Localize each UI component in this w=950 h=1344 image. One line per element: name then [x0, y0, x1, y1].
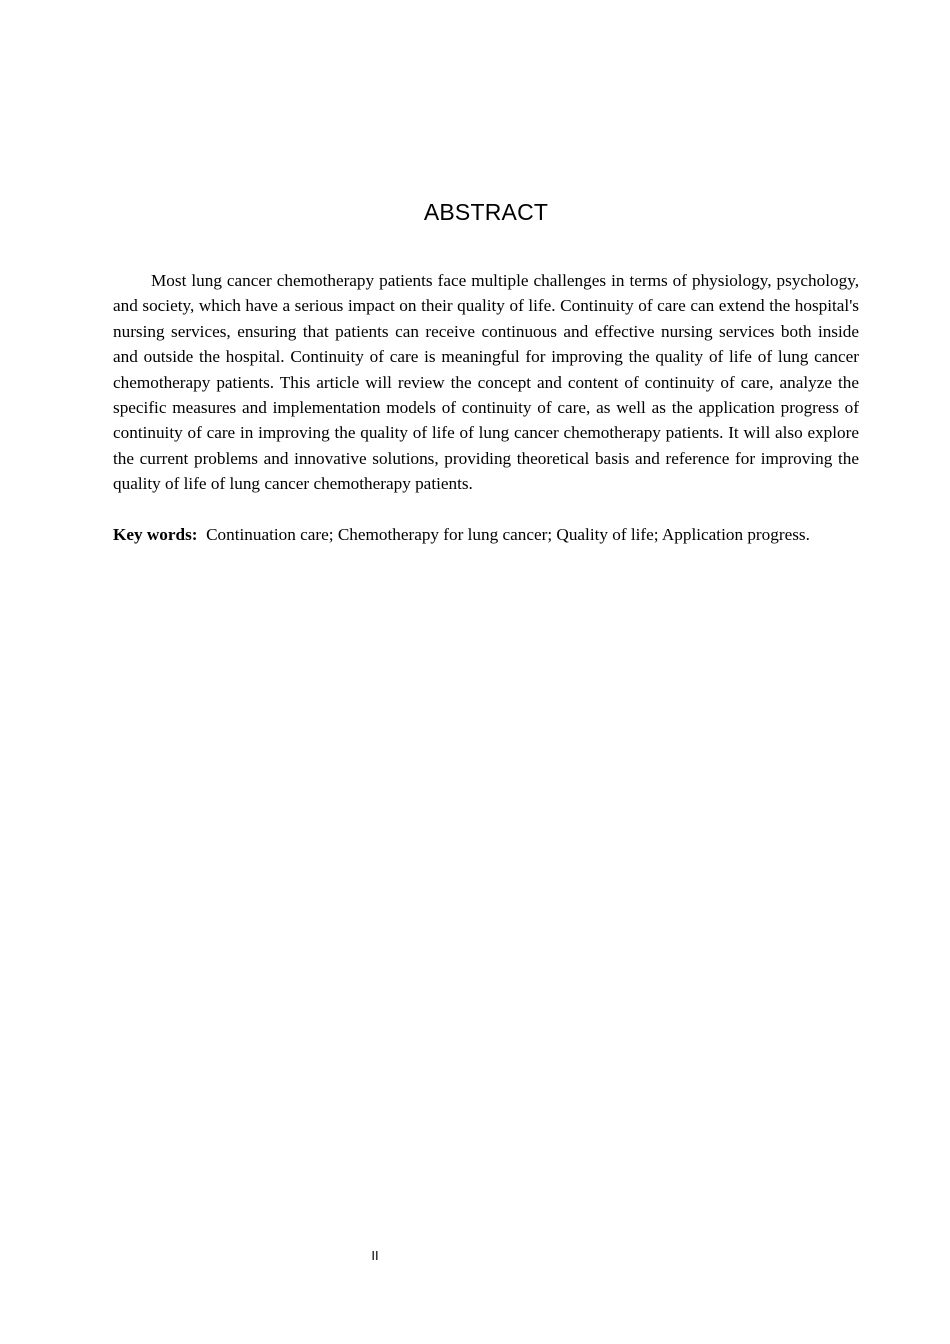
abstract-body-paragraph: Most lung cancer chemotherapy patients face multiple challenges in terms of physiology, psychology, and society, which have a serious impact on their quality of life. Continuity of care can extend the hospital's nursing services, ensuring that patients can receive continuous and effective nursing services both inside and outside the hospital. Continuity of care is meaningful for improving the quality of life of lung cancer chemotherapy patients. This article will review the concept and content of continuity of care, analyze the specific measures and implementation models of continuity of care, as well as the application progress of continuity of care in improving the quality of life of lung cancer chemotherapy patients. It will also explore the current problems and innovative solutions, providing theoretical basis and reference for improving the quality of life of lung cancer chemotherapy patients.	[113, 271, 859, 494]
abstract-title: ABSTRACT	[423, 199, 549, 225]
keywords-text: Continuation care; Chemotherapy for lung cancer; Quality of life; Application progress.	[206, 525, 810, 544]
page-number: II	[371, 1248, 379, 1263]
keywords-paragraph	[113, 522, 859, 547]
keywords-label: Key words:	[113, 525, 198, 544]
